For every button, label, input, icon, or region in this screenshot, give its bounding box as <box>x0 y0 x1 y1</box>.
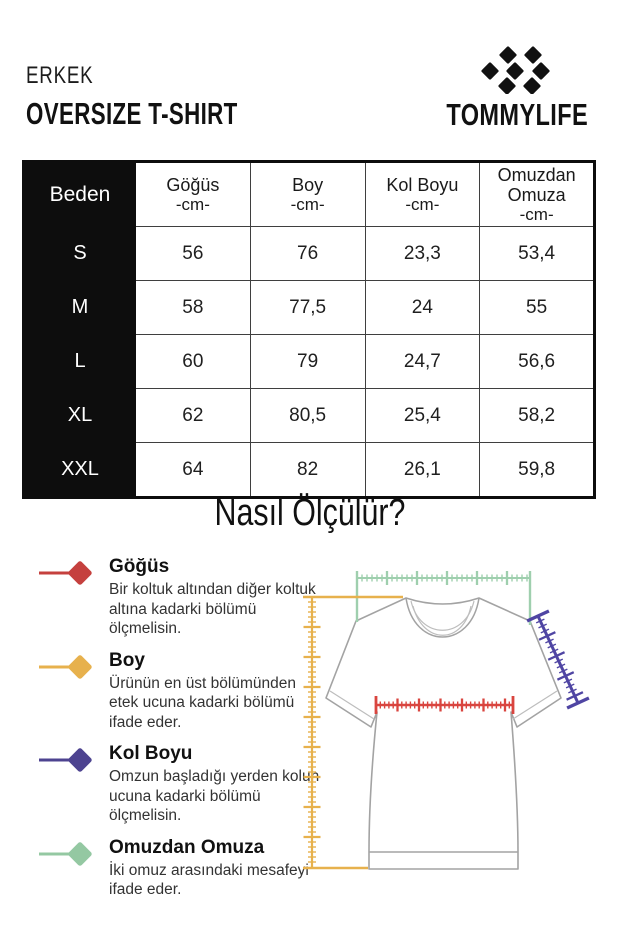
measure-name: Kol Boyu <box>109 743 193 764</box>
measure-name: Omuzdan Omuza <box>109 836 265 858</box>
size-table-column-header: Omuzdan Omuza -cm- <box>480 162 595 227</box>
size-value-cell: 80,5 <box>250 389 365 443</box>
size-value-cell: 79 <box>250 335 365 389</box>
measure-description: Ürünün en üst bölümünden etek ucuna kadarki bölümü ifade eder. <box>109 674 296 731</box>
measure-diamond-icon <box>38 650 100 684</box>
size-table-row <box>24 443 595 498</box>
size-table-row <box>24 227 595 281</box>
measure-name: Göğüs <box>109 556 170 577</box>
size-table-header-row <box>24 162 595 227</box>
size-value-cell: 59,8 <box>480 443 595 498</box>
size-value-cell: 64 <box>136 443 251 498</box>
product-title: OVERSIZE T-SHIRT <box>26 96 238 131</box>
size-value-cell: 58 <box>136 281 251 335</box>
measure-legend-text <box>109 650 321 733</box>
size-value-cell: 24,7 <box>365 335 480 389</box>
product-category: ERKEK <box>26 62 94 89</box>
size-value-cell: 77,5 <box>250 281 365 335</box>
measure-description: İki omuz arasındaki mesafeyi ifade eder. <box>109 861 309 898</box>
size-value-cell: 53,4 <box>480 227 595 281</box>
size-table <box>22 160 596 499</box>
measure-legend-item <box>38 556 316 639</box>
size-table-row <box>24 389 595 443</box>
size-value-cell: 82 <box>250 443 365 498</box>
size-value-cell: 76 <box>250 227 365 281</box>
measure-legend-text <box>109 556 321 639</box>
size-value-cell: 25,4 <box>365 389 480 443</box>
measure-legend <box>38 556 320 911</box>
measure-description: Bir koltuk altından diğer koltuk altına kadarki bölümü ölçmelisin. <box>109 581 316 637</box>
tshirt-measure-diagram <box>300 555 620 930</box>
size-value-cell: 26,1 <box>365 443 480 498</box>
measure-name: Boy <box>109 649 145 671</box>
measure-legend-text <box>109 837 321 900</box>
measure-description: Omzun başladığı yerden kolun ucuna kadarki bölümü ölçmelisin. <box>109 768 320 824</box>
size-row-label: M <box>24 281 136 335</box>
measure-diamond-icon <box>38 556 100 590</box>
measure-legend-item <box>38 836 309 900</box>
tshirt-outline <box>326 598 561 869</box>
size-value-cell: 23,3 <box>365 227 480 281</box>
measure-legend-text <box>109 743 321 826</box>
size-table-row <box>24 281 595 335</box>
size-row-label: L <box>24 335 136 389</box>
tommylife-diamonds-logo-icon <box>480 42 554 94</box>
unit-label: -cm- <box>175 195 210 215</box>
size-value-cell: 58,2 <box>480 389 595 443</box>
measure-diamond-icon <box>38 837 100 871</box>
measure-legend-item <box>38 650 298 733</box>
size-table-column-header: Kol Boyu -cm- <box>365 162 480 227</box>
size-row-label: S <box>24 227 136 281</box>
size-value-cell: 56,6 <box>480 335 595 389</box>
unit-label: -cm- <box>519 205 554 225</box>
measure-diamond-icon <box>38 743 100 777</box>
size-value-cell: 55 <box>480 281 595 335</box>
unit-label: -cm- <box>290 195 325 215</box>
size-table-corner-header: Beden <box>24 162 136 227</box>
size-value-cell: 62 <box>136 389 251 443</box>
size-table-column-header: Boy -cm- <box>250 162 365 227</box>
size-table-column-header: Göğüs -cm- <box>136 162 251 227</box>
product-header <box>26 62 320 132</box>
brand-name: TOMMYLIFE <box>446 97 588 132</box>
size-row-label: XL <box>24 389 136 443</box>
size-value-cell: 56 <box>136 227 251 281</box>
measure-legend-item <box>38 743 320 826</box>
size-table-body <box>24 227 595 498</box>
size-value-cell: 60 <box>136 335 251 389</box>
size-value-cell: 24 <box>365 281 480 335</box>
unit-label: -cm- <box>405 195 440 215</box>
how-to-measure-title: Nasıl Ölçülür? <box>214 492 406 534</box>
size-row-label: XXL <box>24 443 136 498</box>
size-table-row <box>24 335 595 389</box>
brand-block <box>432 42 602 133</box>
